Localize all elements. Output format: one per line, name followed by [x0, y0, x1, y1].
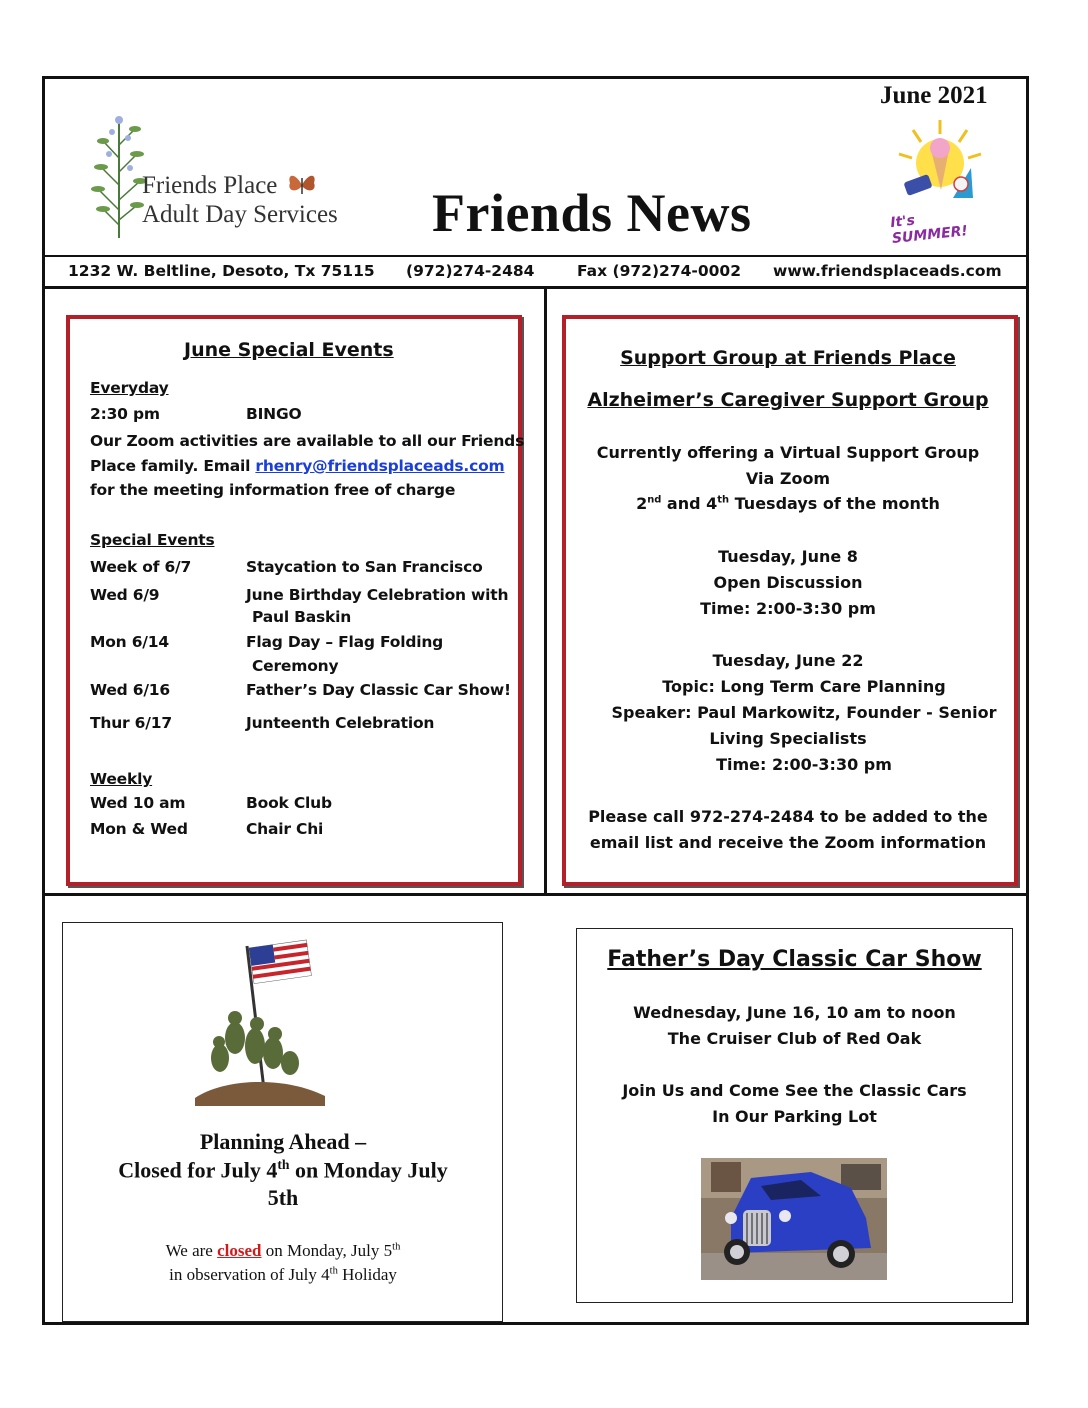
car-show-line-1: Wednesday, June 16, 10 am to noon [633, 1003, 956, 1022]
address: 1232 W. Beltline, Desoto, Tx 75115 [68, 262, 375, 280]
logo-line-1: Friends Place [142, 172, 278, 199]
logo-line-2: Adult Day Services [142, 201, 338, 228]
issue-date: June 2021 [880, 82, 988, 109]
special-event-when: Thur 6/17 [90, 714, 172, 732]
zoom-email-link[interactable]: rhenry@friendsplaceads.com [255, 457, 505, 475]
special-event-when: Week of 6/7 [90, 558, 192, 576]
special-event-what: Junteenth Celebration [246, 714, 435, 732]
frame-left [42, 76, 45, 1325]
meeting-2-speaker: Speaker: Paul Markowitz, Founder - Senior [611, 703, 997, 722]
car-show-line-3: Join Us and Come See the Classic Cars [622, 1081, 967, 1100]
closing-note-2-a: in observation of July 4 [169, 1265, 330, 1284]
address-bar-top-rule [42, 255, 1029, 257]
frame-bottom [42, 1322, 1029, 1325]
support-line-3-a: 2 [636, 494, 648, 513]
special-event-what: Father’s Day Classic Car Show! [246, 681, 511, 699]
weekly-when: Wed 10 am [90, 794, 186, 812]
sun-icon [893, 118, 988, 213]
phone-number: (972)274-2484 [406, 262, 535, 280]
support-line-1: Currently offering a Virtual Support Group [596, 443, 980, 462]
support-line-3-sup2: th [717, 494, 730, 506]
meeting-1-time: Time: 2:00-3:30 pm [700, 599, 876, 618]
everyday-activity: BINGO [246, 405, 302, 423]
events-title: June Special Events [184, 339, 394, 361]
meeting-1-date: Tuesday, June 8 [718, 547, 858, 566]
zoom-line-2-text: Place family. Email [90, 457, 251, 475]
friends-place-logo [84, 110, 354, 240]
car-show-line-4: In Our Parking Lot [712, 1107, 877, 1126]
classic-car-photo [701, 1158, 887, 1280]
support-line-3-c: Tuesdays of the month [729, 494, 940, 513]
newsletter-title: Friends News [432, 183, 752, 243]
everyday-time: 2:30 pm [90, 405, 160, 423]
weekly-heading: Weekly [90, 770, 153, 788]
meeting-2-topic: Topic: Long Term Care Planning [662, 677, 946, 696]
zoom-line-2 [90, 457, 504, 475]
special-event-what-cont: Ceremony [252, 657, 339, 675]
weekly-what: Chair Chi [246, 820, 324, 838]
meeting-2-speaker-cont: Living Specialists [709, 729, 867, 748]
summer-clipart [889, 118, 988, 247]
zoom-line-3: for the meeting information free of charge [90, 481, 456, 499]
closing-note-1 [62, 1241, 504, 1261]
support-title-2: Alzheimer’s Caregiver Support Group [587, 389, 989, 411]
middle-rule [42, 893, 1029, 896]
special-event-what-cont: Paul Baskin [252, 608, 352, 626]
zoom-line-1: Our Zoom activities are available to all our Friends [90, 432, 525, 450]
meeting-2-date: Tuesday, June 22 [712, 651, 864, 670]
special-event-what: Flag Day – Flag Folding [246, 633, 444, 651]
iwo-jima-flag-raising-icon [195, 938, 325, 1108]
closed-word: closed [217, 1241, 262, 1260]
closing-note-2 [62, 1265, 504, 1285]
special-event-when: Wed 6/16 [90, 681, 170, 699]
weekly-what: Book Club [246, 794, 332, 812]
closing-heading-1: Planning Ahead – [199, 1129, 367, 1154]
meeting-1-topic: Open Discussion [713, 573, 863, 592]
closing-heading-2 [62, 1157, 504, 1183]
special-events-heading: Special Events [90, 531, 215, 549]
support-title-1: Support Group at Friends Place [620, 347, 956, 369]
butterfly-icon [287, 172, 317, 198]
closing-heading-3: 5th [267, 1185, 299, 1210]
closing-note-1-b: on Monday, July 5 [261, 1241, 393, 1260]
special-event-when: Wed 6/9 [90, 586, 160, 604]
fax-number: Fax (972)274-0002 [577, 262, 741, 280]
closing-heading-2-b: on Monday July [289, 1157, 448, 1183]
support-line-3-sup1: nd [647, 494, 662, 506]
support-line-3 [552, 494, 1024, 513]
frame-right [1026, 76, 1029, 1325]
special-event-what: Staycation to San Francisco [246, 558, 483, 576]
meeting-2-time: Time: 2:00-3:30 pm [716, 755, 892, 774]
column-divider [544, 286, 547, 895]
special-event-what: June Birthday Celebration with [246, 586, 509, 604]
call-line-2: email list and receive the Zoom information [589, 833, 987, 852]
closing-note-2-b: Holiday [337, 1265, 397, 1284]
car-show-line-2: The Cruiser Club of Red Oak [667, 1029, 922, 1048]
closing-note-1-sup: th [392, 1241, 401, 1253]
website-link[interactable]: www.friendsplaceads.com [773, 262, 1002, 280]
car-show-title: Father’s Day Classic Car Show [607, 947, 982, 972]
call-line-1: Please call 972-274-2484 to be added to the [588, 807, 988, 826]
closing-heading-2-a: Closed for July 4 [118, 1157, 278, 1183]
support-line-2: Via Zoom [745, 469, 831, 488]
closing-note-1-a: We are [165, 1241, 218, 1260]
everyday-heading: Everyday [90, 379, 169, 397]
address-bar-bottom-rule [42, 286, 1029, 289]
summer-label: It's SUMMER! [889, 212, 969, 247]
frame-top [42, 76, 1029, 79]
weekly-when: Mon & Wed [90, 820, 188, 838]
closing-note-2-sup: th [329, 1265, 338, 1277]
closing-heading-2-sup: th [277, 1157, 290, 1172]
support-line-3-b: and 4 [661, 494, 718, 513]
special-event-when: Mon 6/14 [90, 633, 169, 651]
